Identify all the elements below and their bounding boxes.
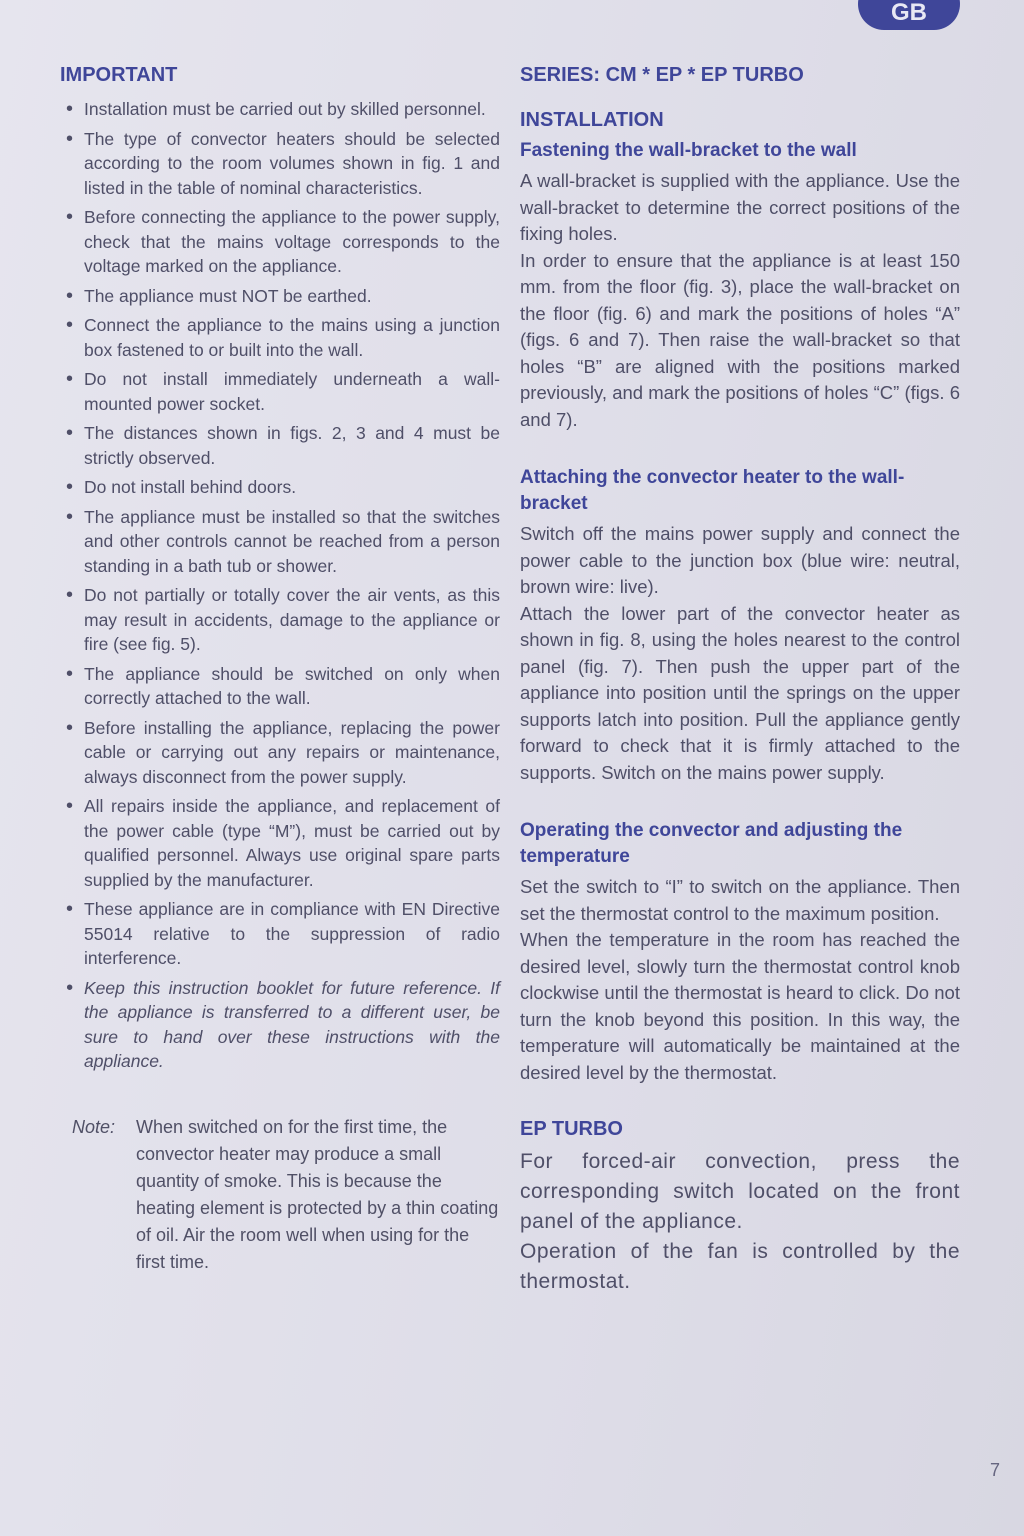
paragraph: In order to ensure that the appliance is at least 150 mm. from the floor (fig. 3), place the wall-bracket on the floor (fig. 6) and mark the positions of holes “A” (figs. 6 and 7). Then raise the wall-bracket so that holes “B” are aligned with the positions marked previously, and mark the positions of holes “C” (figs. 6 and 7). [520,249,960,430]
list-item: • These appliance are in compliance with EN Directive 55014 relative to the suppression of radio interference. [60,897,500,971]
note-text: When switched on for the first time, the convector heater may produce a small quantity of smoke. This is because the heating element is protected by a thin coating of oil. Air the room well when using for the first time. [136,1116,499,1272]
list-item: • The type of convector heaters should be selected according to the room volumes shown in fig. 1 and listed in the table of nominal characteristics. [60,127,500,201]
list-item: • The distances shown in figs. 2, 3 and 4 must be strictly observed. [60,421,500,470]
paragraph: A wall-bracket is supplied with the appliance. Use the wall-bracket to determine the correct positions of the fixing holes. [520,170,960,244]
list-item: • Keep this instruction booklet for future reference. If the appliance is transferred to a different user, be sure to hand over these instructions with the appliance. [60,976,500,1074]
paragraph: Switch off the mains power supply and connect the power cable to the junction box (blue wire: neutral, brown wire: live). [520,523,960,597]
list-item: • Installation must be carried out by skilled personnel. [60,97,500,122]
right-column [520,64,960,1297]
list-item: • Do not install immediately underneath a wall-mounted power socket. [60,367,500,416]
list-item: • The appliance must NOT be earthed. [60,284,500,309]
paragraph: For forced-air convection, press the corresponding switch located on the front panel of the appliance. [520,1150,960,1233]
paragraph: When the temperature in the room has reached the desired level, slowly turn the thermostat control knob clockwise until the thermostat is heard to click. Do not turn the knob beyond this position. In this way, the temperature will automatically be maintained at the desired level by the thermostat. [520,929,960,1083]
installation-heading: INSTALLATION [520,109,664,131]
list-item: • The appliance should be switched on only when correctly attached to the wall. [60,662,500,711]
list-item: • Before installing the appliance, replacing the power cable or carrying out any repairs or maintenance, always disconnect from the power supply. [60,716,500,790]
section-title: EP TURBO [520,1118,623,1140]
paragraph: Operation of the fan is controlled by the thermostat. [520,1240,960,1293]
paragraph: Set the switch to “I” to switch on the appliance. Then set the thermostat control to the maximum position. [520,876,960,924]
important-heading: IMPORTANT [60,64,178,86]
page-number: 7 [990,1460,1001,1480]
list-item: • The appliance must be installed so that the switches and other controls cannot be reached from a person standing in a bath tub or shower. [60,505,500,579]
list-item: • Do not install behind doors. [60,475,500,500]
section-title: Fastening the wall-bracket to the wall [520,140,857,161]
note-block [60,1114,500,1276]
list-item: • Connect the appliance to the mains using a junction box fastened to or built into the wall. [60,313,500,362]
section-title: Attaching the convector heater to the wall-bracket [520,467,905,514]
paragraph: Attach the lower part of the convector heater as shown in fig. 8, using the holes nearest to the control panel (fig. 7). Then push the upper part of the appliance into position until the springs on the upper supports latch into position. Pull the appliance gently forward to check that it is firmly attached to the supports. Switch on the mains power supply. [520,602,960,783]
list-item: • Do not partially or totally cover the air vents, as this may result in accidents, damage to the appliance or fire (see fig. 5). [60,583,500,657]
list-item: • All repairs inside the appliance, and replacement of the power cable (type “M”), must be carried out by qualified personnel. Always use original spare parts supplied by the manufacturer. [60,794,500,892]
list-item: • Before connecting the appliance to the power supply, check that the mains voltage corresponds to the voltage marked on the appliance. [60,205,500,279]
note-label: Note: [72,1116,116,1137]
important-list [60,97,500,1074]
language-badge: GB [858,0,960,30]
section-title: Operating the convector and adjusting the temperature [520,820,903,867]
series-heading: SERIES: CM * EP * EP TURBO [520,64,804,86]
left-column [60,64,500,1276]
